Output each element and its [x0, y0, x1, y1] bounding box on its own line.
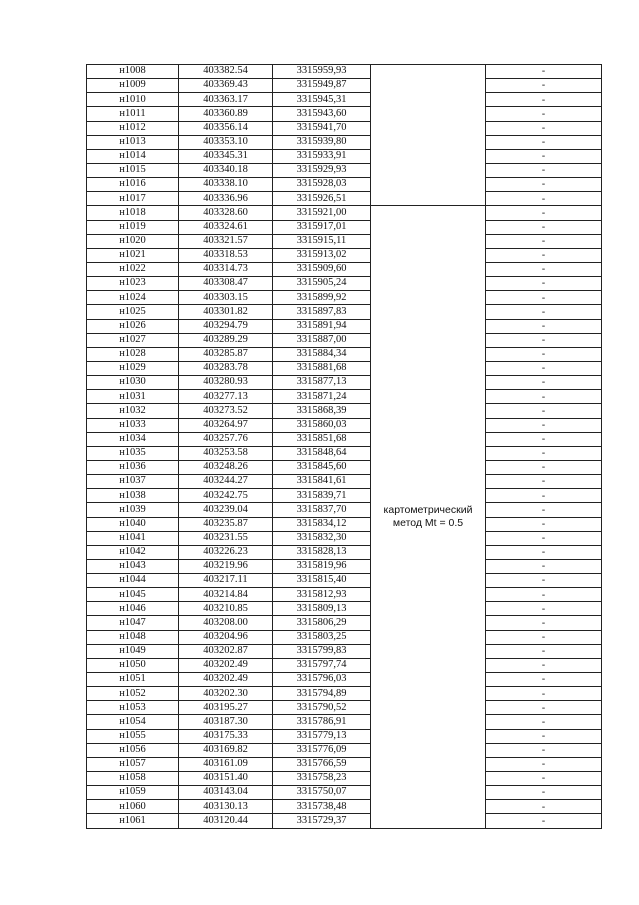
table-row	[87, 418, 602, 432]
y-coordinate-cell: 3315786,91	[273, 715, 371, 729]
error-cell: -	[486, 376, 602, 390]
point-name-cell: н1047	[87, 616, 179, 630]
error-cell: -	[486, 446, 602, 460]
y-coordinate-cell: 3315897,83	[273, 305, 371, 319]
x-coordinate-cell: 403338.10	[179, 178, 273, 192]
table-row	[87, 107, 602, 121]
y-coordinate-cell: 3315812,93	[273, 588, 371, 602]
x-coordinate-cell: 403303.15	[179, 291, 273, 305]
y-coordinate-cell: 3315729,37	[273, 814, 371, 828]
point-name-cell: н1039	[87, 503, 179, 517]
table-row	[87, 701, 602, 715]
x-coordinate-cell: 403253.58	[179, 446, 273, 460]
y-coordinate-cell: 3315959,93	[273, 65, 371, 79]
x-coordinate-cell: 403202.49	[179, 658, 273, 672]
y-coordinate-cell: 3315799,83	[273, 644, 371, 658]
y-coordinate-cell: 3315899,92	[273, 291, 371, 305]
x-coordinate-cell: 403235.87	[179, 517, 273, 531]
x-coordinate-cell: 403264.97	[179, 418, 273, 432]
error-cell: -	[486, 163, 602, 177]
error-cell: -	[486, 574, 602, 588]
table-row	[87, 460, 602, 474]
table-row	[87, 347, 602, 361]
table-row	[87, 687, 602, 701]
error-cell: -	[486, 743, 602, 757]
point-name-cell: н1043	[87, 559, 179, 573]
x-coordinate-cell: 403239.04	[179, 503, 273, 517]
y-coordinate-cell: 3315941,70	[273, 121, 371, 135]
y-coordinate-cell: 3315779,13	[273, 729, 371, 743]
y-coordinate-cell: 3315851,68	[273, 432, 371, 446]
method-cell	[371, 206, 486, 828]
error-cell: -	[486, 347, 602, 361]
point-name-cell: н1008	[87, 65, 179, 79]
y-coordinate-cell: 3315848,64	[273, 446, 371, 460]
table-row	[87, 517, 602, 531]
x-coordinate-cell: 403217.11	[179, 574, 273, 588]
y-coordinate-cell: 3315913,02	[273, 248, 371, 262]
table-row	[87, 79, 602, 93]
point-name-cell: н1034	[87, 432, 179, 446]
error-cell: -	[486, 432, 602, 446]
error-cell: -	[486, 121, 602, 135]
table-row	[87, 814, 602, 828]
error-cell: -	[486, 475, 602, 489]
error-cell: -	[486, 460, 602, 474]
error-cell: -	[486, 814, 602, 828]
point-name-cell: н1019	[87, 220, 179, 234]
error-cell: -	[486, 277, 602, 291]
error-cell: -	[486, 178, 602, 192]
error-cell: -	[486, 65, 602, 79]
y-coordinate-cell: 3315921,00	[273, 206, 371, 220]
y-coordinate-cell: 3315776,09	[273, 743, 371, 757]
y-coordinate-cell: 3315917,01	[273, 220, 371, 234]
point-name-cell: н1011	[87, 107, 179, 121]
point-name-cell: н1060	[87, 800, 179, 814]
point-name-cell: н1014	[87, 149, 179, 163]
method-text-line1: картометрический	[383, 503, 473, 516]
y-coordinate-cell: 3315868,39	[273, 404, 371, 418]
table-row	[87, 135, 602, 149]
x-coordinate-cell: 403301.82	[179, 305, 273, 319]
y-coordinate-cell: 3315738,48	[273, 800, 371, 814]
x-coordinate-cell: 403328.60	[179, 206, 273, 220]
y-coordinate-cell: 3315871,24	[273, 390, 371, 404]
table-row	[87, 163, 602, 177]
x-coordinate-cell: 403187.30	[179, 715, 273, 729]
error-cell: -	[486, 305, 602, 319]
y-coordinate-cell: 3315806,29	[273, 616, 371, 630]
x-coordinate-cell: 403231.55	[179, 531, 273, 545]
point-name-cell: н1053	[87, 701, 179, 715]
error-cell: -	[486, 715, 602, 729]
x-coordinate-cell: 403169.82	[179, 743, 273, 757]
point-name-cell: н1024	[87, 291, 179, 305]
table-row	[87, 644, 602, 658]
point-name-cell: н1016	[87, 178, 179, 192]
point-name-cell: н1054	[87, 715, 179, 729]
table-row	[87, 673, 602, 687]
point-name-cell: н1052	[87, 687, 179, 701]
table-row	[87, 559, 602, 573]
point-name-cell: н1032	[87, 404, 179, 418]
y-coordinate-cell: 3315915,11	[273, 234, 371, 248]
point-name-cell: н1057	[87, 757, 179, 771]
error-cell: -	[486, 93, 602, 107]
table-row	[87, 432, 602, 446]
error-cell: -	[486, 644, 602, 658]
error-cell: -	[486, 772, 602, 786]
x-coordinate-cell: 403356.14	[179, 121, 273, 135]
y-coordinate-cell: 3315790,52	[273, 701, 371, 715]
x-coordinate-cell: 403242.75	[179, 489, 273, 503]
point-name-cell: н1010	[87, 93, 179, 107]
y-coordinate-cell: 3315803,25	[273, 630, 371, 644]
y-coordinate-cell: 3315758,23	[273, 772, 371, 786]
error-cell: -	[486, 658, 602, 672]
table-row	[87, 588, 602, 602]
point-name-cell: н1042	[87, 545, 179, 559]
error-cell: -	[486, 248, 602, 262]
y-coordinate-cell: 3315887,00	[273, 333, 371, 347]
y-coordinate-cell: 3315943,60	[273, 107, 371, 121]
y-coordinate-cell: 3315884,34	[273, 347, 371, 361]
error-cell: -	[486, 319, 602, 333]
point-name-cell: н1012	[87, 121, 179, 135]
error-cell: -	[486, 786, 602, 800]
y-coordinate-cell: 3315881,68	[273, 361, 371, 375]
y-coordinate-cell: 3315860,03	[273, 418, 371, 432]
x-coordinate-cell: 403324.61	[179, 220, 273, 234]
error-cell: -	[486, 390, 602, 404]
x-coordinate-cell: 403226.23	[179, 545, 273, 559]
error-cell: -	[486, 687, 602, 701]
error-cell: -	[486, 361, 602, 375]
table-row	[87, 333, 602, 347]
point-name-cell: н1058	[87, 772, 179, 786]
point-name-cell: н1026	[87, 319, 179, 333]
table-body	[87, 65, 602, 829]
error-cell: -	[486, 616, 602, 630]
table-row	[87, 305, 602, 319]
table-row	[87, 178, 602, 192]
error-cell: -	[486, 531, 602, 545]
table-row	[87, 376, 602, 390]
error-cell: -	[486, 206, 602, 220]
x-coordinate-cell: 403277.13	[179, 390, 273, 404]
point-name-cell: н1020	[87, 234, 179, 248]
y-coordinate-cell: 3315949,87	[273, 79, 371, 93]
error-cell: -	[486, 800, 602, 814]
error-cell: -	[486, 701, 602, 715]
y-coordinate-cell: 3315834,12	[273, 517, 371, 531]
table-row	[87, 786, 602, 800]
table-row	[87, 277, 602, 291]
x-coordinate-cell: 403257.76	[179, 432, 273, 446]
x-coordinate-cell: 403318.53	[179, 248, 273, 262]
point-name-cell: н1033	[87, 418, 179, 432]
point-name-cell: н1061	[87, 814, 179, 828]
x-coordinate-cell: 403280.93	[179, 376, 273, 390]
point-name-cell: н1036	[87, 460, 179, 474]
error-cell: -	[486, 107, 602, 121]
x-coordinate-cell: 403345.31	[179, 149, 273, 163]
x-coordinate-cell: 403248.26	[179, 460, 273, 474]
point-name-cell: н1051	[87, 673, 179, 687]
error-cell: -	[486, 630, 602, 644]
x-coordinate-cell: 403353.10	[179, 135, 273, 149]
y-coordinate-cell: 3315933,91	[273, 149, 371, 163]
y-coordinate-cell: 3315905,24	[273, 277, 371, 291]
error-cell: -	[486, 135, 602, 149]
table-row	[87, 192, 602, 206]
table-row	[87, 319, 602, 333]
error-cell: -	[486, 79, 602, 93]
x-coordinate-cell: 403340.18	[179, 163, 273, 177]
table-row	[87, 616, 602, 630]
table-row	[87, 446, 602, 460]
table-row	[87, 757, 602, 771]
point-name-cell: н1045	[87, 588, 179, 602]
y-coordinate-cell: 3315839,71	[273, 489, 371, 503]
point-name-cell: н1017	[87, 192, 179, 206]
point-name-cell: н1015	[87, 163, 179, 177]
x-coordinate-cell: 403195.27	[179, 701, 273, 715]
error-cell: -	[486, 559, 602, 573]
point-name-cell: н1023	[87, 277, 179, 291]
table-row	[87, 489, 602, 503]
x-coordinate-cell: 403360.89	[179, 107, 273, 121]
error-cell: -	[486, 489, 602, 503]
y-coordinate-cell: 3315928,03	[273, 178, 371, 192]
x-coordinate-cell: 403175.33	[179, 729, 273, 743]
table-row	[87, 390, 602, 404]
y-coordinate-cell: 3315750,07	[273, 786, 371, 800]
error-cell: -	[486, 220, 602, 234]
y-coordinate-cell: 3315796,03	[273, 673, 371, 687]
x-coordinate-cell: 403321.57	[179, 234, 273, 248]
table-row	[87, 234, 602, 248]
y-coordinate-cell: 3315929,93	[273, 163, 371, 177]
point-name-cell: н1030	[87, 376, 179, 390]
point-name-cell: н1028	[87, 347, 179, 361]
x-coordinate-cell: 403202.49	[179, 673, 273, 687]
y-coordinate-cell: 3315794,89	[273, 687, 371, 701]
error-cell: -	[486, 333, 602, 347]
x-coordinate-cell: 403204.96	[179, 630, 273, 644]
table-row	[87, 545, 602, 559]
table-row	[87, 149, 602, 163]
table-row	[87, 220, 602, 234]
point-name-cell: н1018	[87, 206, 179, 220]
error-cell: -	[486, 757, 602, 771]
table-row	[87, 121, 602, 135]
x-coordinate-cell: 403289.29	[179, 333, 273, 347]
table-row	[87, 602, 602, 616]
y-coordinate-cell: 3315797,74	[273, 658, 371, 672]
point-name-cell: н1031	[87, 390, 179, 404]
point-name-cell: н1044	[87, 574, 179, 588]
x-coordinate-cell: 403120.44	[179, 814, 273, 828]
point-name-cell: н1048	[87, 630, 179, 644]
point-name-cell: н1029	[87, 361, 179, 375]
y-coordinate-cell: 3315809,13	[273, 602, 371, 616]
point-name-cell: н1055	[87, 729, 179, 743]
x-coordinate-cell: 403244.27	[179, 475, 273, 489]
point-name-cell: н1013	[87, 135, 179, 149]
error-cell: -	[486, 729, 602, 743]
method-cell-empty	[371, 65, 486, 206]
table-row	[87, 574, 602, 588]
error-cell: -	[486, 418, 602, 432]
coordinates-table	[86, 64, 602, 829]
error-cell: -	[486, 545, 602, 559]
table-row	[87, 800, 602, 814]
point-name-cell: н1035	[87, 446, 179, 460]
table-row	[87, 658, 602, 672]
x-coordinate-cell: 403161.09	[179, 757, 273, 771]
point-name-cell: н1037	[87, 475, 179, 489]
x-coordinate-cell: 403336.96	[179, 192, 273, 206]
table-row	[87, 262, 602, 276]
point-name-cell: н1046	[87, 602, 179, 616]
y-coordinate-cell: 3315909,60	[273, 262, 371, 276]
y-coordinate-cell: 3315926,51	[273, 192, 371, 206]
x-coordinate-cell: 403285.87	[179, 347, 273, 361]
x-coordinate-cell: 403369.43	[179, 79, 273, 93]
y-coordinate-cell: 3315841,61	[273, 475, 371, 489]
point-name-cell: н1059	[87, 786, 179, 800]
error-cell: -	[486, 234, 602, 248]
table-row	[87, 503, 602, 517]
table-row	[87, 206, 602, 220]
error-cell: -	[486, 517, 602, 531]
y-coordinate-cell: 3315766,59	[273, 757, 371, 771]
y-coordinate-cell: 3315845,60	[273, 460, 371, 474]
x-coordinate-cell: 403202.87	[179, 644, 273, 658]
table-row	[87, 65, 602, 79]
point-name-cell: н1009	[87, 79, 179, 93]
point-name-cell: н1027	[87, 333, 179, 347]
x-coordinate-cell: 403143.04	[179, 786, 273, 800]
table-row	[87, 475, 602, 489]
y-coordinate-cell: 3315837,70	[273, 503, 371, 517]
table-row	[87, 404, 602, 418]
point-name-cell: н1056	[87, 743, 179, 757]
x-coordinate-cell: 403363.17	[179, 93, 273, 107]
error-cell: -	[486, 192, 602, 206]
point-name-cell: н1038	[87, 489, 179, 503]
point-name-cell: н1025	[87, 305, 179, 319]
y-coordinate-cell: 3315939,80	[273, 135, 371, 149]
error-cell: -	[486, 602, 602, 616]
y-coordinate-cell: 3315877,13	[273, 376, 371, 390]
point-name-cell: н1022	[87, 262, 179, 276]
error-cell: -	[486, 262, 602, 276]
x-coordinate-cell: 403314.73	[179, 262, 273, 276]
table-row	[87, 291, 602, 305]
error-cell: -	[486, 149, 602, 163]
method-text-line2: метод Mt = 0.5	[392, 517, 464, 529]
table-row	[87, 248, 602, 262]
y-coordinate-cell: 3315828,13	[273, 545, 371, 559]
table-row	[87, 630, 602, 644]
y-coordinate-cell: 3315815,40	[273, 574, 371, 588]
table-row	[87, 93, 602, 107]
error-cell: -	[486, 673, 602, 687]
x-coordinate-cell: 403273.52	[179, 404, 273, 418]
table-row	[87, 729, 602, 743]
x-coordinate-cell: 403214.84	[179, 588, 273, 602]
error-cell: -	[486, 404, 602, 418]
table-row	[87, 361, 602, 375]
table-row	[87, 743, 602, 757]
error-cell: -	[486, 588, 602, 602]
x-coordinate-cell: 403294.79	[179, 319, 273, 333]
point-name-cell: н1040	[87, 517, 179, 531]
x-coordinate-cell: 403202.30	[179, 687, 273, 701]
point-name-cell: н1050	[87, 658, 179, 672]
error-cell: -	[486, 503, 602, 517]
table-row	[87, 772, 602, 786]
x-coordinate-cell: 403219.96	[179, 559, 273, 573]
table-row	[87, 715, 602, 729]
point-name-cell: н1041	[87, 531, 179, 545]
x-coordinate-cell: 403283.78	[179, 361, 273, 375]
y-coordinate-cell: 3315891,94	[273, 319, 371, 333]
x-coordinate-cell: 403208.00	[179, 616, 273, 630]
x-coordinate-cell: 403308.47	[179, 277, 273, 291]
x-coordinate-cell: 403151.40	[179, 772, 273, 786]
point-name-cell: н1049	[87, 644, 179, 658]
y-coordinate-cell: 3315832,30	[273, 531, 371, 545]
error-cell: -	[486, 291, 602, 305]
x-coordinate-cell: 403382.54	[179, 65, 273, 79]
point-name-cell: н1021	[87, 248, 179, 262]
y-coordinate-cell: 3315945,31	[273, 93, 371, 107]
x-coordinate-cell: 403130.13	[179, 800, 273, 814]
table-row	[87, 531, 602, 545]
y-coordinate-cell: 3315819,96	[273, 559, 371, 573]
x-coordinate-cell: 403210.85	[179, 602, 273, 616]
